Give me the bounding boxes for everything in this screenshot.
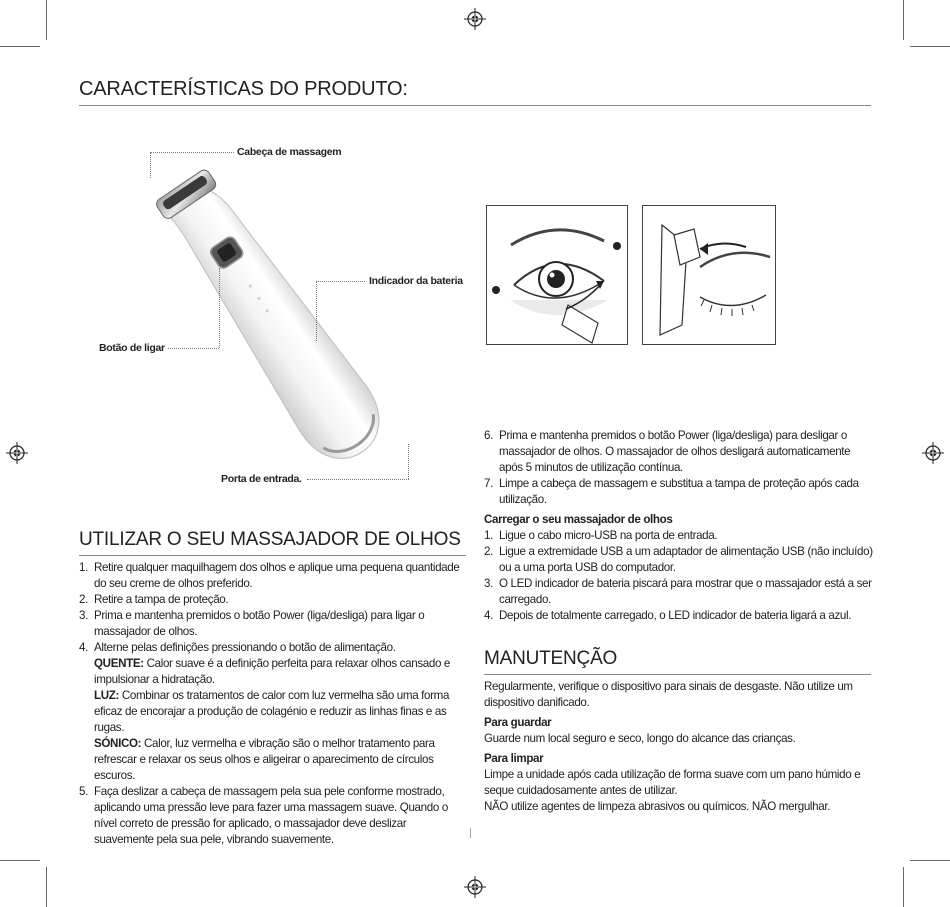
crop-mark <box>903 867 904 907</box>
list-item: 2. Retire a tampa de proteção. <box>79 593 229 606</box>
eye-massager-illustration <box>105 165 445 465</box>
registration-mark-icon <box>464 8 486 30</box>
list-item: 2. Ligue a extremidade USB a um adaptador de alimentação USB (não incluído) ou a uma porta USB do computador. <box>484 545 873 574</box>
list-item: 1. Ligue o cabo micro-USB na porta de entrada. <box>484 529 718 542</box>
list-item: 7. Limpe a cabeça de massagem e substitua a tampa de proteção após cada utilização. <box>484 477 859 506</box>
position-dot-icon <box>492 286 500 294</box>
leader-line <box>150 152 151 178</box>
mode-description: LUZ: Combinar os tratamentos de calor com luz vermelha são uma forma eficaz de encorajar a produção de colagénio e reduzir as linhas finas e as rugas. <box>94 689 450 734</box>
upper-eye-usage-diagram <box>642 205 776 345</box>
callout-input-port: Porta de entrada. <box>221 473 302 485</box>
clean-title: Para limpar <box>484 752 544 765</box>
list-item: 6. Prima e mantenha premidos o botão Power (liga/desliga) para desligar o massajador de olhos. O massajador de olhos desligará automaticamente após 5 minutos de utilização contínua. <box>484 429 851 474</box>
leader-line <box>408 444 409 479</box>
crop-mark <box>910 860 950 861</box>
list-item: 3. Prima e mantenha premidos o botão Power (liga/desliga) para ligar o massajador de olhos. <box>79 609 425 638</box>
use-steps <box>79 560 467 848</box>
maintenance-body <box>484 679 874 815</box>
clean-text: Limpe a unidade após cada utilização de forma suave com um pano húmido e seque cuidadosamente antes de utilizar. <box>484 768 861 797</box>
mode-description: QUENTE: Calor suave é a definição perfeita para relaxar olhos cansado e impulsionar a hidratação. <box>94 657 451 686</box>
crop-mark <box>910 46 950 47</box>
store-title: Para guardar <box>484 716 552 729</box>
list-item: 4. Alterne pelas definições pressionando o botão de alimentação. QUENTE: Calor suave é a definição perfeita para relaxar olhos cansado e impulsionar a hidratação. LUZ: Combinar os tratamentos de calor com luz vermelha são uma forma eficaz de encorajar a produção de colagénio e reduzir as linhas finas e as rugas. SÓNICO: Calor, luz vermelha e vibração são o melhor tratamento para refrescar e relaxar os seus olhos e aligeirar o aparecimento de círculos escuros. <box>79 640 467 784</box>
leader-line <box>168 348 219 349</box>
list-item: 4. Depois de totalmente carregado, o LED indicador de bateria ligará a azul. <box>484 609 852 622</box>
fold-mark <box>470 828 471 838</box>
leader-line <box>316 281 365 282</box>
registration-mark-icon <box>922 442 944 464</box>
leader-line <box>307 479 409 480</box>
crop-mark <box>0 46 40 47</box>
features-title-rule <box>79 105 871 106</box>
registration-mark-icon <box>6 442 28 464</box>
crop-mark <box>903 0 904 40</box>
features-title: CARACTERÍSTICAS DO PRODUTO: <box>79 78 408 100</box>
use-steps-continued <box>484 428 874 624</box>
store-text: Guarde num local seguro e seco, longo do alcance das crianças. <box>484 732 796 745</box>
use-title-rule <box>79 555 466 556</box>
maintenance-intro: Regularmente, verifique o dispositivo para sinais de desgaste. Não utilize um dispositivo danificado. <box>484 680 853 709</box>
maintenance-title: MANUTENÇÃO <box>484 648 618 669</box>
under-eye-usage-diagram <box>486 205 628 345</box>
use-title: UTILIZAR O SEU MASSAJADOR DE OLHOS <box>79 529 461 550</box>
crop-mark <box>46 867 47 907</box>
registration-mark-icon <box>464 876 486 898</box>
list-item: 5. Faça deslizar a cabeça de massagem pela sua pele conforme mostrado, aplicando uma pressão leve para fazer uma massagem suave. Quando o nível correto de pressão for aplicado, o massajador deve deslizar suavemente pela sua pele, vibrando suavemente. <box>79 785 448 846</box>
leader-line <box>150 152 234 153</box>
crop-mark <box>0 860 40 861</box>
mode-description: SÓNICO: Calor, luz vermelha e vibração são o melhor tratamento para refrescar e relaxar os seus olhos e aligeirar o aparecimento de círculos escuros. <box>94 737 435 782</box>
callout-massage-head: Cabeça de massagem <box>237 146 342 158</box>
charge-title: Carregar o seu massajador de olhos <box>484 513 673 526</box>
list-item: 3. O LED indicador de bateria piscará para mostrar que o massajador está a ser carregado. <box>484 577 872 606</box>
callout-power-button: Botão de ligar <box>99 342 165 354</box>
leader-line <box>316 281 317 341</box>
clean-warning: NÃO utilize agentes de limpeza abrasivos ou químicos. NÃO mergulhar. <box>484 800 831 813</box>
list-item: 1. Retire qualquer maquilhagem dos olhos e aplique uma pequena quantidade do seu creme de olhos preferido. <box>79 561 460 590</box>
callout-battery-indicator: Indicador da bateria <box>369 275 463 287</box>
position-dot-icon <box>613 242 621 250</box>
crop-mark <box>46 0 47 40</box>
maintenance-title-rule <box>484 674 871 675</box>
leader-line <box>219 268 220 348</box>
